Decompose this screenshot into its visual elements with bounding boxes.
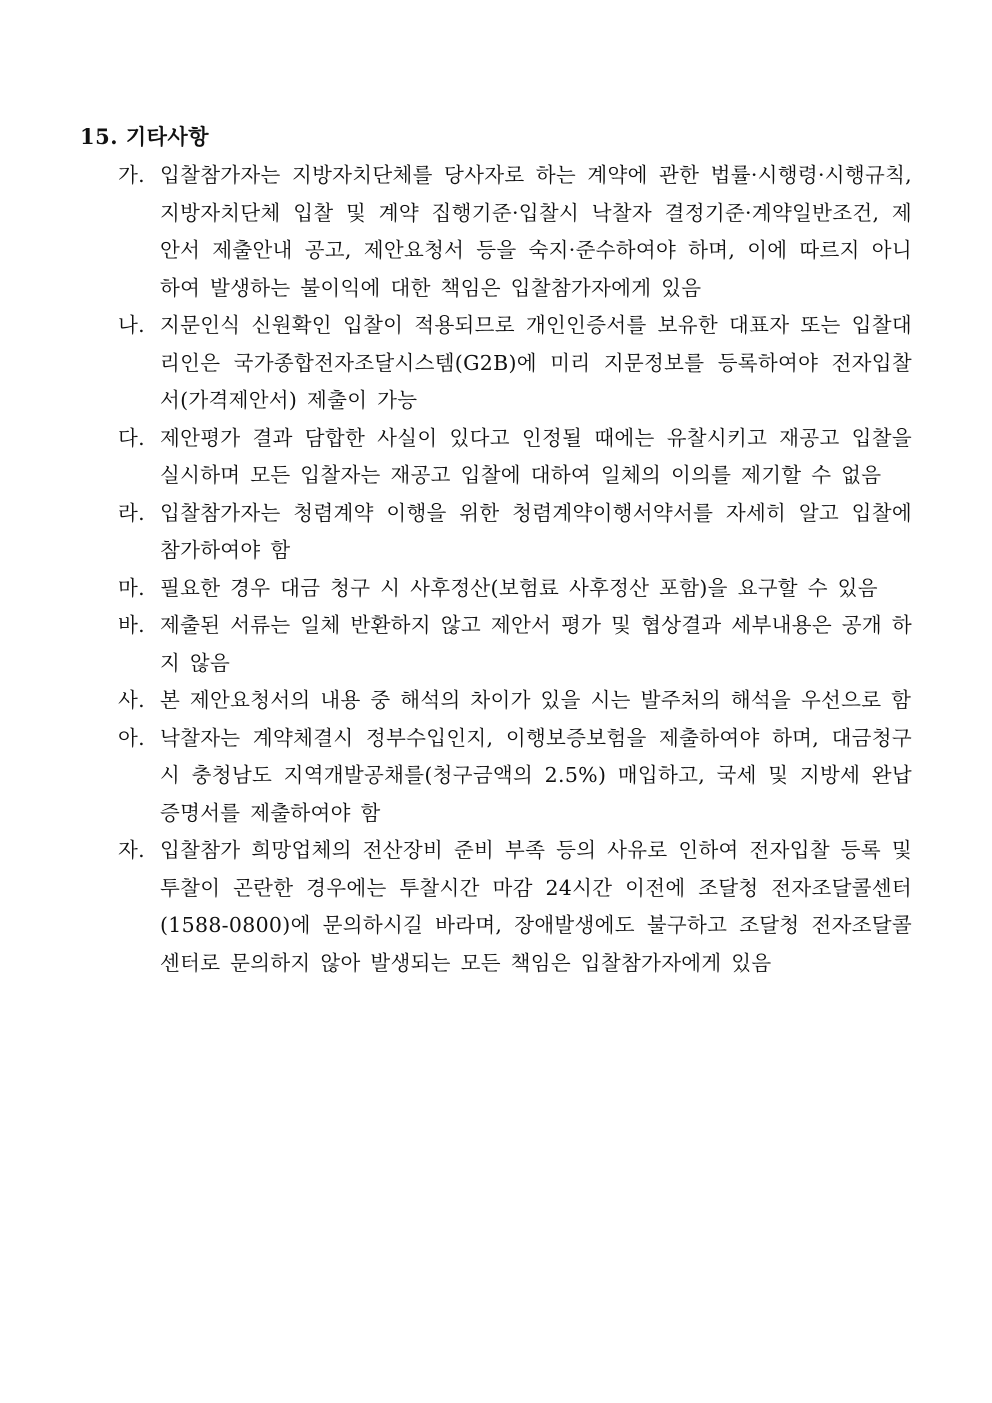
section-title: 15. 기타사항 — [80, 124, 209, 149]
item-text: 낙찰자는 계약체결시 정부수입인지, 이행보증보험을 제출하여야 하며, 대금청구 시 충청남도 지역개발공채를(청구금액의 2.5%) 매입하고, 국세 및 지방세 완납증명서를 제출하여야 함 — [160, 725, 912, 825]
item-marker: 바. — [118, 613, 145, 637]
item-marker: 나. — [118, 313, 145, 337]
item-marker: 가. — [118, 163, 145, 187]
item-marker: 아. — [118, 725, 145, 750]
list-item — [118, 570, 912, 608]
notice-list — [118, 157, 912, 982]
item-marker: 사. — [118, 688, 145, 712]
item-marker: 자. — [118, 838, 145, 862]
item-text: 제안평가 결과 담합한 사실이 있다고 인정될 때에는 유찰시키고 재공고 입찰을 실시하며 모든 입찰자는 재공고 입찰에 대하여 일체의 이의를 제기할 수 없음 — [160, 425, 912, 487]
item-marker: 마. — [118, 575, 145, 600]
list-item — [118, 720, 912, 833]
item-text: 제출된 서류는 일체 반환하지 않고 제안서 평가 및 협상결과 세부내용은 공개 하지 않음 — [160, 613, 912, 675]
item-marker: 다. — [118, 425, 145, 450]
list-item — [118, 157, 912, 307]
list-item — [118, 607, 912, 682]
list-item — [118, 495, 912, 570]
item-text: 입찰참가자는 지방자치단체를 당사자로 하는 계약에 관한 법률·시행령·시행규칙, 지방자치단체 입찰 및 계약 집행기준·입찰시 낙찰자 결정기준·계약일반조건, 제안서 제출안내 공고, 제안요청서 등을 숙지·준수하여야 하며, 이에 따르지 아니하여 발생하는 불이익에 대한 책임은 입찰참가자에게 있음 — [160, 163, 912, 300]
item-text: 입찰참가자는 청렴계약 이행을 위한 청렴계약이행서약서를 자세히 알고 입찰에 참가하여야 함 — [160, 500, 912, 562]
item-marker: 라. — [118, 500, 145, 525]
item-text: 지문인식 신원확인 입찰이 적용되므로 개인인증서를 보유한 대표자 또는 입찰대리인은 국가종합전자조달시스템(G2B)에 미리 지문정보를 등록하여야 전자입찰서(가격제안서) 제출이 가능 — [160, 313, 912, 412]
list-item — [118, 832, 912, 982]
item-text: 본 제안요청서의 내용 중 해석의 차이가 있을 시는 발주처의 해석을 우선으로 함 — [160, 688, 912, 712]
list-item — [118, 307, 912, 420]
list-item — [118, 682, 912, 720]
list-item — [118, 420, 912, 495]
item-text: 필요한 경우 대금 청구 시 사후정산(보험료 사후정산 포함)을 요구할 수 있음 — [160, 575, 878, 600]
item-text: 입찰참가 희망업체의 전산장비 준비 부족 등의 사유로 인하여 전자입찰 등록 및 투찰이 곤란한 경우에는 투찰시간 마감 24시간 이전에 조달청 전자조달콜센터(1588-0800)에 문의하시길 바라며, 장애발생에도 불구하고 조달청 전자조달콜센터로 문의하지 않아 발생되는 모든 책임은 입찰참가자에게 있음 — [160, 838, 912, 975]
